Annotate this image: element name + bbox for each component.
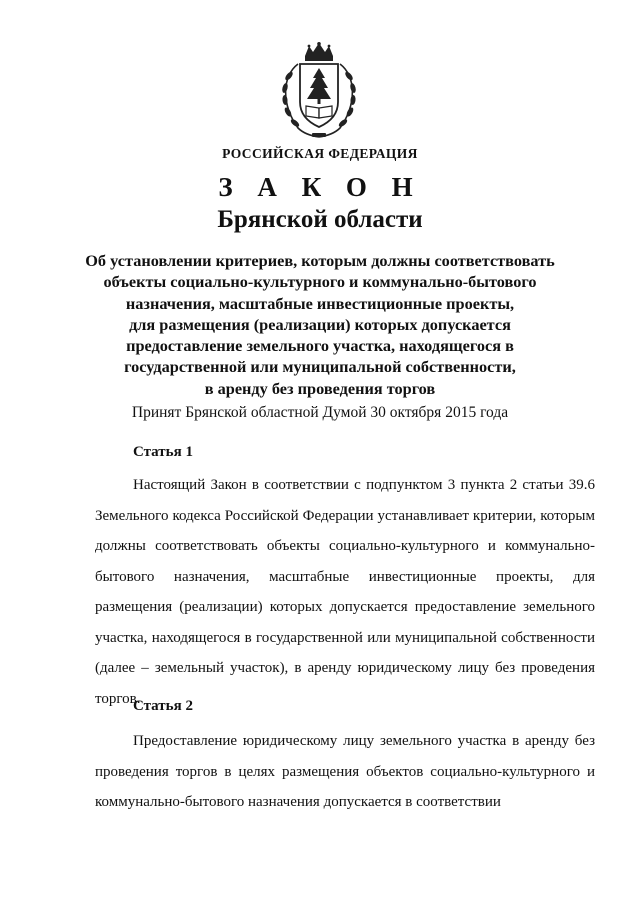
article-1-text: Настоящий Закон в соответствии с подпунктом 3 пункта 2 статьи 39.6 Земельного кодекса Российской Федерации устанавливает критерии, которым должны соответствовать объекты социально-культурного и коммунально-бытового назначения, масштабные инвестиционные проекты, для размещения (реализации) которых допускается предоставление земельного участка, находящегося в государственной или муниципальной собственности (далее – земельный участок), в аренду юридическому лицу без проведения торгов. [95, 477, 595, 707]
law-subject-title: Об установлении критериев, которым должны соответствовать объекты социально-культурного и коммунально-бытового назначения, масштабные инвестиционные проекты, для размещения (реализации) которых допускается предоставление земельного участка, находящегося в государственной или муниципальной собственности, в аренду без проведения торгов [85, 251, 555, 398]
article-2-text: Предоставление юридическому лицу земельного участка в аренду без проведения торгов в целях размещения объектов социально-культурного и коммунально-бытового назначения допускается в соответствии [95, 733, 595, 810]
region-title: Брянской области [217, 206, 423, 233]
article-1-heading: Статья 1 [133, 444, 193, 460]
document-type-title: З А К О Н [218, 172, 422, 202]
country-name: РОССИЙСКАЯ ФЕДЕРАЦИЯ [222, 146, 418, 161]
article-2-heading: Статья 2 [133, 698, 193, 714]
coat-of-arms-icon [276, 42, 362, 140]
adoption-line: Принят Брянской областной Думой 30 октября 2015 года [131, 404, 509, 421]
